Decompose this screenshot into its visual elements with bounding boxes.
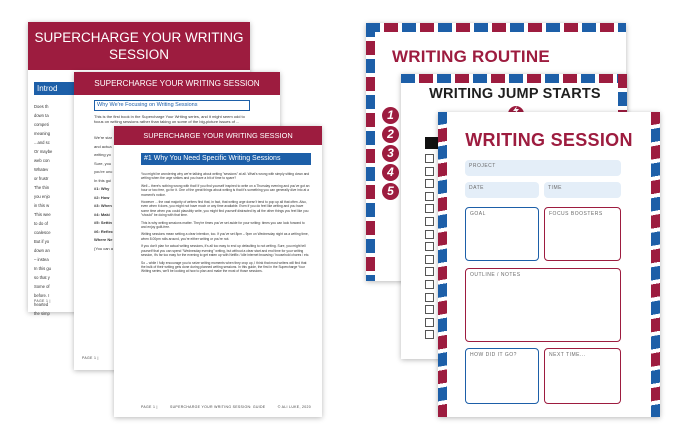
guide-page-1-header: SUPERCHARGE YOUR WRITING SESSION [28, 22, 250, 70]
guide-page-3-footer [141, 405, 311, 409]
guide-page-1-line: But if yo [34, 239, 50, 244]
checkbox[interactable] [425, 293, 434, 302]
footer-page: PAGE 1 | [141, 405, 158, 409]
guide-page-2-label: Where Ne [94, 237, 113, 242]
checkbox[interactable] [425, 230, 434, 239]
guide-page-2-header: SUPERCHARGE YOUR WRITING SESSION [74, 72, 280, 95]
guide-page-2-line: In this gui [94, 177, 112, 183]
guide-page-3-paragraph: Writing sessions mean setting a clear intention, too. If you've set 8pm – 9pm on Wednesday night as a writing time, when 8.00pm rolls around, you're either writing or you're not. [141, 232, 309, 241]
routine-number-2: 2 [382, 126, 399, 143]
guide-page-1-line: In this gu [34, 266, 51, 271]
guide-page-3-paragraph: If you don't plan for actual writing sessions, it's all too easy to end up defaulting to not writing. Sure, you might tell yourself that you can spend "Wednesday evening" writing, but without a clear start and end time for your writing session, it's far too easy for the evening to get eaten up with Netflix / idle internet browsing / household chores / etc. [141, 244, 310, 258]
checkbox[interactable] [425, 179, 434, 188]
guide-page-3-paragraph: You might be wondering why we're talking about writing "sessions" at all. What's wrong with simply sitting down and writing when the urge strikes and you have a bit of time to spare? [141, 172, 310, 181]
guide-page-1-line: competi [34, 122, 49, 127]
guide-page-3-body [141, 172, 311, 277]
guide-page-3-section-bar: #1 Why You Need Specific Writing Sessions [141, 153, 311, 165]
guide-page-2-label: #6: Reflec [94, 228, 113, 234]
guide-page-1-line: hearted [34, 302, 49, 307]
guide-page-2-line: you're unc [94, 169, 113, 174]
guide-page-1-line: Does th [34, 104, 49, 109]
routine-title: WRITING ROUTINE [392, 47, 550, 66]
guide-page-2-label: #3: When [94, 203, 112, 208]
checkbox[interactable] [425, 305, 434, 314]
guide-page-1-line: you enjo [34, 194, 50, 199]
next-time-field[interactable]: NEXT TIME... [544, 348, 621, 404]
guide-page-1-line: before. I [34, 293, 50, 298]
guide-page-1-line: so that y [34, 275, 50, 280]
guide-page-3-paragraph: Well – there's nothing wrong with that! If you find yourself inspired to write on a Thursday evening and you've got an hour or two free, go for it. One of the great things about writing is that it's something you can generally dive into at a moment's notice. [141, 183, 310, 197]
guide-page-1-line: – instea [34, 257, 49, 262]
guide-page-1-line: to do of [34, 221, 48, 226]
routine-number-4: 4 [382, 164, 399, 181]
routine-number-3: 3 [382, 145, 399, 162]
guide-page-1-line: the simp [34, 311, 50, 316]
guide-page-3-header: SUPERCHARGE YOUR WRITING SESSION [114, 126, 322, 145]
guide-page-1-line: This wee [34, 212, 51, 217]
guide-page-3-paragraph: So – while I fully encourage you to seize writing moments when they crop up, I think that most writers will find that the bulk of their writing gets done during planned writing sessions. In this guide, the first in the Supercharge Your Writing series, we'll be looking at how to plan and make the most of those sessions. [141, 260, 307, 274]
guide-page-3-paragraph: However ... the vast majority of writers find that, in fact, that writing urge doesn't tend to pop up all that often. Also, even when it does, you might not have much or any time available. Even if you do feel like writing and you have some time when you could plausibly write, you might find yourself distracted by all the other things you feel like you "should" be doing with that time. [141, 200, 309, 218]
routine-number-5: 5 [382, 183, 399, 200]
guide-page-1-line: coalesce [34, 230, 51, 235]
guide-page-2-label: #2: How [94, 194, 110, 200]
goal-field[interactable]: GOAL [465, 207, 539, 261]
checkbox[interactable] [425, 318, 434, 327]
checkbox[interactable] [425, 280, 434, 289]
guide-page-2-line: Sure, you [94, 160, 112, 166]
focus-boosters-field[interactable]: FOCUS BOOSTERS [544, 207, 621, 261]
footer-copyright: © ALI LUKE, 2020 [277, 405, 311, 409]
guide-page-1-line: The thin [34, 185, 50, 190]
guide-page-1-text [34, 102, 74, 318]
footer-guide: SUPERCHARGE YOUR WRITING SESSION: GUIDE [169, 405, 266, 409]
date-field[interactable]: DATE [465, 182, 539, 198]
session-sheet [438, 112, 660, 417]
guide-page-2-line: (You can a [94, 245, 113, 251]
session-title: WRITING SESSION [465, 130, 633, 150]
stripe-left [366, 23, 375, 281]
checkbox[interactable] [425, 192, 434, 201]
guide-page-2-line: writing yo [94, 152, 111, 157]
jump-starts-checklist [425, 154, 439, 343]
stripe-left-3 [438, 112, 447, 417]
checkbox[interactable] [425, 255, 434, 264]
time-field[interactable]: TIME [544, 182, 621, 198]
guide-page-1-line: down ta [34, 113, 49, 118]
guide-page-1-footer: PAGE 1 | [34, 299, 51, 303]
jump-starts-title: WRITING JUMP STARTS [429, 86, 601, 102]
guide-page-1-line: down an [34, 248, 50, 253]
guide-page-3 [114, 126, 322, 417]
guide-page-1-line: meaning [34, 131, 51, 136]
jump-starts-dark-bar [425, 137, 439, 149]
guide-page-1-section-bar: Introd [34, 82, 97, 95]
guide-page-2-line: We're star [94, 135, 113, 140]
guide-page-1-line: Whatev [34, 167, 49, 172]
guide-page-1-line: in this w [34, 203, 50, 208]
routine-number-1: 1 [382, 107, 399, 124]
checkbox[interactable] [425, 267, 434, 276]
checkbox[interactable] [425, 154, 434, 163]
guide-page-1-line: web con [34, 158, 50, 163]
checkbox[interactable] [425, 204, 434, 213]
guide-page-1-line: or frustr [34, 176, 49, 181]
guide-page-3-paragraph: This is why writing sessions matter. They're times you've set aside for your writing: times you can look forward to and enjoy guilt-free. [141, 220, 305, 230]
stripe-top [366, 23, 626, 32]
project-field[interactable]: PROJECT [465, 160, 621, 176]
how-did-it-go-field[interactable]: HOW DID IT GO? [465, 348, 539, 404]
guide-page-2-line: and actua [94, 143, 112, 149]
checkbox[interactable] [425, 167, 434, 176]
guide-page-2-intro: This is the first book in the Supercharge Your Writing series, and it might seem odd to focus on writing sessions rather than taking on some of the big-picture issues of ... [94, 114, 245, 124]
guide-page-1-line: ...and sc [34, 140, 50, 145]
outline-notes-field[interactable]: OUTLINE / NOTES [465, 268, 621, 342]
stripe-top-2 [401, 74, 627, 83]
guide-page-2-label: #5: Settin [94, 220, 113, 225]
checkbox[interactable] [425, 242, 434, 251]
stripe-right-3 [651, 112, 660, 417]
guide-page-2-section-box: Why We're Focusing on Writing Sessions [94, 100, 250, 111]
checkbox[interactable] [425, 217, 434, 226]
guide-page-2-label: #1: Why [94, 186, 110, 191]
guide-page-1-line: Some of [34, 284, 50, 289]
checkbox[interactable] [425, 330, 434, 339]
guide-page-1-line: Or maybe [34, 149, 53, 154]
guide-page-2-footer: PAGE 1 | [82, 356, 99, 360]
guide-page-2-label: #4: Maki [94, 211, 110, 217]
